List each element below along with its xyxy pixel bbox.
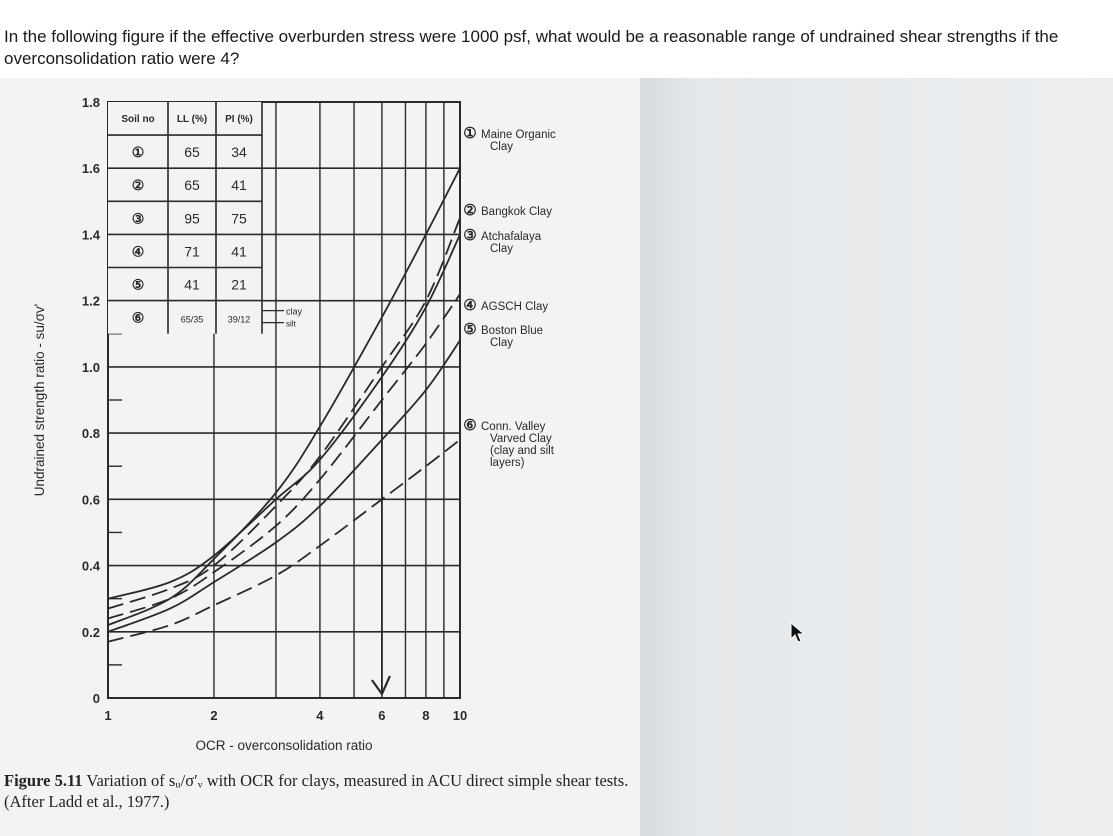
legend-table-cell: ⑥ (131, 309, 145, 326)
y-axis-label: Undrained strength ratio - su/σv' (32, 303, 47, 497)
legend-note-silt: silt (286, 319, 296, 329)
series-label-text: Bangkok Clay (481, 206, 552, 218)
question-text: In the following figure if the effective overburden stress were 1000 psf, what would be a reasonable range of undrained shear strengths if the overconsolidation ratio were 4? (4, 27, 1059, 68)
legend-table-cell: 95 (184, 210, 200, 227)
legend-table-header: Soil no (121, 114, 155, 125)
x-tick-label: 6 (378, 708, 386, 723)
y-tick-label: 1.6 (81, 161, 100, 177)
legend-table-cell: ③ (131, 210, 145, 227)
legend-table-header: LL (%) (176, 114, 208, 125)
series-label-text: Clay (490, 243, 514, 255)
series-label-text: AGSCH Clay (481, 301, 549, 313)
series-label-text: Maine Organic (481, 129, 556, 141)
annotation-arrowhead (372, 676, 390, 694)
series-label-text: Clay (490, 337, 514, 349)
legend-table-cell: 34 (231, 144, 247, 161)
y-tick-label: 1.2 (81, 293, 100, 309)
series-label-number: ② (463, 202, 477, 219)
legend-table-cell: 21 (231, 276, 247, 293)
series-label-text: Clay (490, 141, 514, 153)
page-shadow (640, 78, 1113, 836)
arrow-pointer-icon (790, 622, 808, 644)
y-tick-label: 0.8 (81, 426, 100, 442)
series-label-text: Atchafalaya (481, 231, 542, 243)
series-label-text: Boston Blue (481, 325, 544, 337)
y-tick-label: 0 (92, 691, 100, 706)
legend-table-cell: 41 (231, 177, 247, 194)
y-tick-label: 1.4 (81, 227, 100, 243)
legend-table-cell: ① (131, 144, 145, 161)
series-label-text: Conn. Valley (481, 421, 546, 433)
y-tick-label: 1.8 (81, 95, 100, 110)
series-label-number: ⑤ (463, 321, 477, 338)
figure-caption (4, 770, 634, 812)
series-label-text: Varved Clay (490, 433, 552, 445)
legend-table-cell: 75 (231, 210, 247, 227)
series-curve-5 (108, 340, 460, 631)
x-tick-label: 4 (316, 708, 324, 723)
legend-table-cell: 65 (184, 144, 200, 161)
legend-table-cell: 65 (184, 177, 200, 194)
y-tick-label: 0.4 (81, 558, 100, 574)
legend-table-cell: ④ (131, 243, 145, 260)
figure-caption-label: Figure 5.11 (4, 771, 83, 790)
legend-table-cell: ⑤ (131, 276, 145, 293)
legend-table-cell: 65/35 (180, 314, 204, 325)
legend-note-clay: clay (286, 306, 303, 317)
figure-caption-text: Variation of sᵤ/σ′ᵥ with OCR for clays, measured in ACU direct simple shear tests. (After Ladd et al., 1977.) (4, 771, 629, 811)
legend-table-cell: 71 (184, 243, 200, 260)
x-tick-label: 8 (422, 708, 430, 723)
x-tick-label: 10 (452, 708, 468, 723)
legend-table-cell: 41 (231, 243, 247, 260)
series-label-text: layers) (490, 457, 525, 469)
series-label-text: (clay and silt (490, 445, 554, 457)
legend-table-cell: 41 (184, 276, 200, 293)
x-axis-label: OCR - overconsolidation ratio (195, 738, 373, 753)
series-curve-6 (108, 440, 460, 642)
y-tick-label: 0.2 (81, 624, 100, 640)
y-tick-label: 1.0 (81, 359, 100, 375)
x-tick-label: 1 (104, 708, 112, 723)
series-label-number: ① (463, 125, 477, 142)
series-label-number: ③ (463, 227, 477, 244)
legend-table-cell: 39/12 (227, 314, 251, 325)
series-label-number: ④ (463, 297, 477, 314)
x-tick-label: 2 (210, 708, 218, 723)
legend-table-cell: ② (131, 177, 145, 194)
y-tick-label: 0.6 (81, 492, 100, 508)
series-label-number: ⑥ (463, 417, 477, 434)
legend-table-header: PI (%) (225, 114, 253, 125)
